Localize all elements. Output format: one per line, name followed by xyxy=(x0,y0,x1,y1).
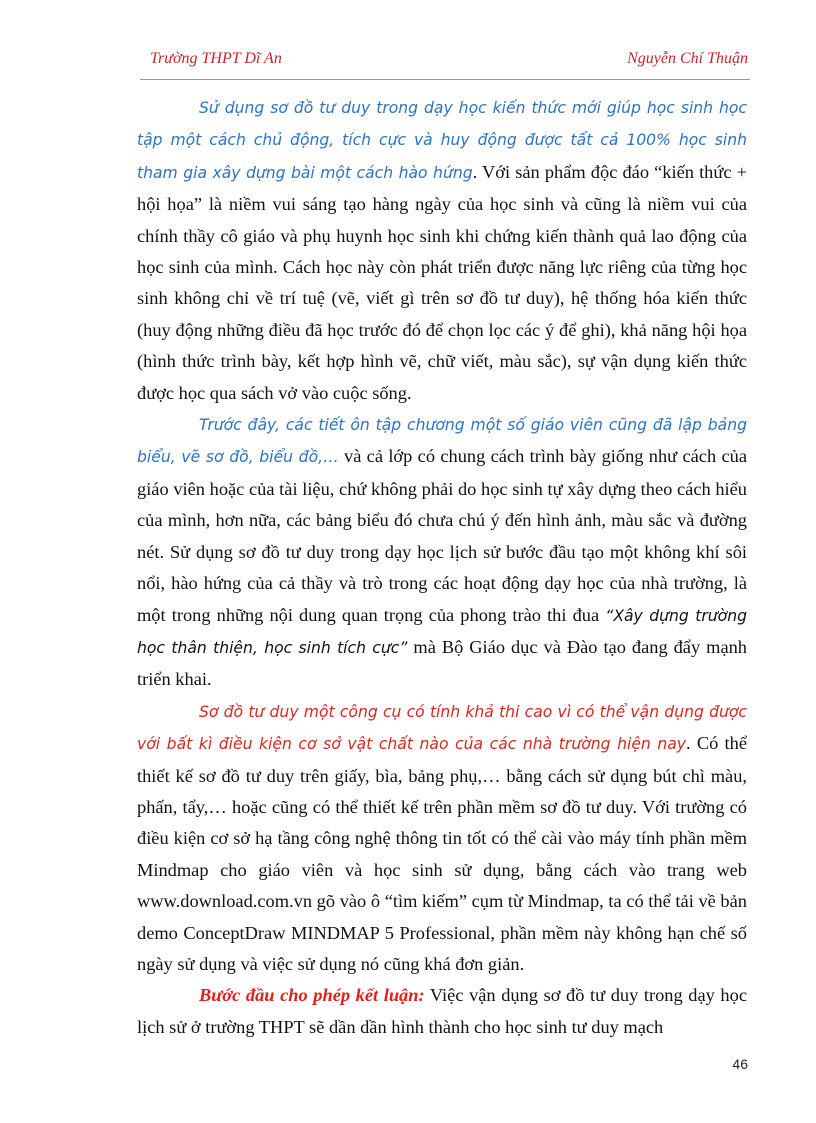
paragraph-2-text: và cả lớp có chung cách trình bày giống như cách của giáo viên hoặc của tài liệu, chứ không phải do học sinh tự xây dựng theo cách hiểu của mình, hơn nữa, các bảng biểu đó chưa chú ý đến hình ảnh, màu sắc và đường nét. Sử dụng sơ đồ tư duy trong dạy học lịch sử bước đầu tạo một không khí sôi nổi, hào hứng của cả thầy và trò trong các hoạt động dạy học của nhà trường, là một trong những nội dung quan trọng của phong trào thi đua xyxy=(137,446,747,625)
document-body xyxy=(137,92,747,1043)
paragraph-4 xyxy=(137,980,747,1043)
paragraph-1-text: . Với sản phẩm độc đáo “kiến thức + hội họa” là niềm vui sáng tạo hàng ngày của học sinh và cũng là niềm vui của chính thầy cô giáo và phụ huynh học sinh khi chứng kiến thành quả lao động của học sinh của mình. Cách học này còn phát triển được năng lực riêng của từng học sinh không chỉ về trí tuệ (vẽ, viết gì trên sơ đồ tư duy), hệ thống hóa kiến thức (huy động những điều đã học trước đó để chọn lọc các ý để ghi), khả năng hội họa (hình thức trình bày, kết hợp hình vẽ, chữ viết, màu sắc), sự vận dụng kiến thức được học qua sách vở vào cuộc sống. xyxy=(137,161,747,403)
paragraph-3-highlight: Sơ đồ tư duy một công cụ có tính khả thi cao vì có thể vận dụng được với bất kì điều kiện cơ sở vật chất nào của các nhà trường hiện nay xyxy=(137,702,747,754)
paragraph-2 xyxy=(137,409,747,696)
paragraph-2-tail: mà Bộ Giáo dục và Đào tạo đang đẩy mạnh triển khai. xyxy=(137,636,747,690)
header-school-name: Trường THPT Dĩ An xyxy=(150,50,282,67)
page-number: 46 xyxy=(732,1056,748,1072)
paragraph-1 xyxy=(137,92,747,409)
paragraph-3-text: . Có thể thiết kế sơ đồ tư duy trên giấy, bìa, bảng phụ,… bằng cách sử dụng bút chì màu, phấn, tẩy,… hoặc cũng có thể thiết kế trên phần mềm sơ đồ tư duy. Với trường có điều kiện cơ sở hạ tầng công nghệ thông tin tốt có thể cài vào máy tính phần mềm Mindmap cho giáo viên và học sinh sử dụng, bằng cách vào trang web www.download.com.vn gõ vào ô “tìm kiếm” cụm từ Mindmap, ta có thể tải về bản demo ConceptDraw MINDMAP 5 Professional, phần mềm này không hạn chế số ngày sử dụng và việc sử dụng nó cũng khá đơn giản. xyxy=(137,733,747,974)
paragraph-2-highlight: Trước đây, các tiết ôn tập chương một số giáo viên cũng đã lập bảng biểu, vẽ sơ đồ, biểu đồ,… xyxy=(137,416,747,467)
header-author-name: Nguyễn Chí Thuận xyxy=(627,50,748,67)
paragraph-4-heading: Bước đầu cho phép kết luận: xyxy=(199,985,425,1006)
paragraph-4-text: Việc vận dụng sơ đồ tư duy trong dạy học lịch sử ở trường THPT sẽ dần dần hình thành cho học sinh tư duy mạch xyxy=(137,985,747,1037)
paragraph-2-quote: “Xây dựng trường học thân thiện, học sinh tích cực” xyxy=(137,606,747,657)
page-header xyxy=(150,50,748,72)
paragraph-1-highlight: Sử dụng sơ đồ tư duy trong dạy học kiến thức mới giúp học sinh học tập một cách chủ động, tích cực và huy động được tất cả 100% học sinh tham gia xây dựng bài một cách hào hứng xyxy=(137,99,747,182)
header-rule xyxy=(140,79,750,80)
paragraph-3 xyxy=(137,696,747,981)
